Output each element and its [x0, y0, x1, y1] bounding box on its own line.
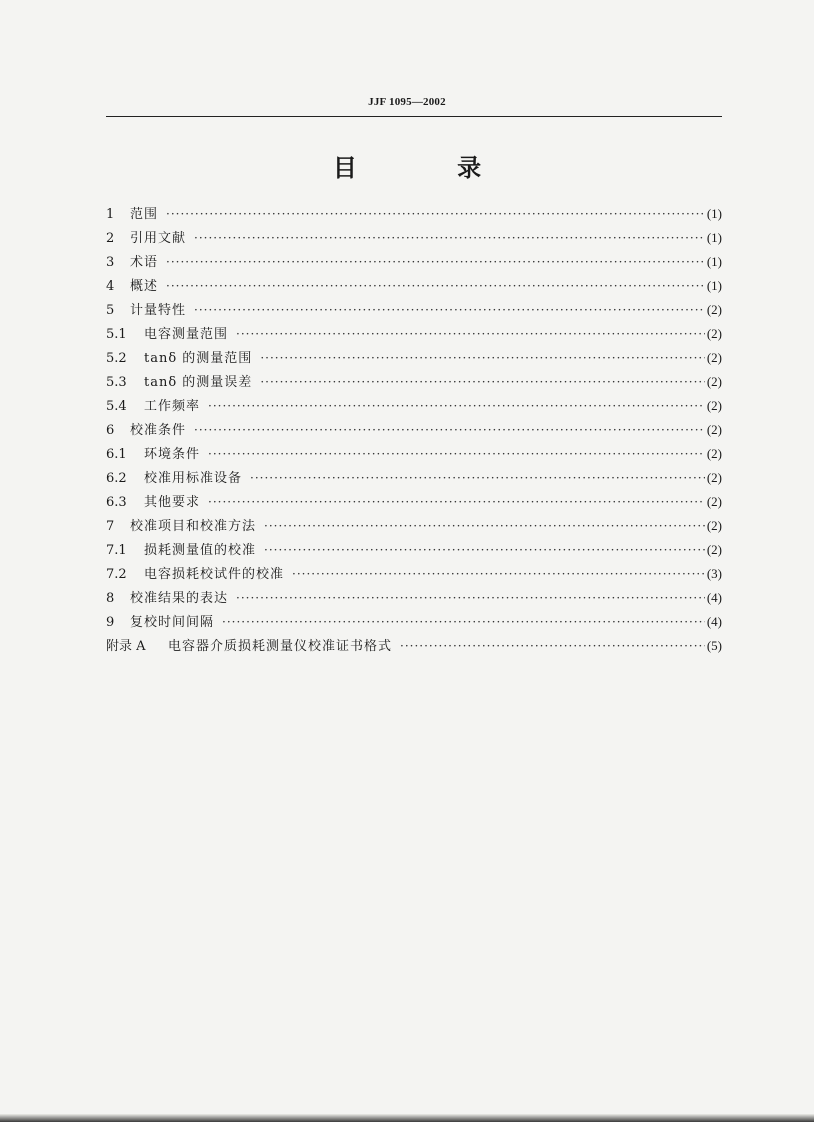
- toc-entry-label: 其他要求: [144, 495, 201, 510]
- toc-entry-page: (1): [706, 254, 722, 269]
- toc-entry-label: 电容测量范围: [144, 327, 229, 342]
- toc-entry-label: 环境条件: [144, 447, 201, 462]
- toc-dot-leader: [292, 562, 705, 586]
- toc-entry[interactable]: [106, 514, 722, 538]
- toc-entry-page: (4): [706, 614, 722, 629]
- toc-entry[interactable]: [106, 466, 722, 490]
- toc-entry[interactable]: [106, 562, 722, 586]
- toc-entry-page: (5): [706, 638, 722, 653]
- toc-entry-label: 校准条件: [130, 423, 187, 438]
- toc-entry[interactable]: [106, 634, 722, 658]
- toc-entry-page: (2): [706, 494, 722, 509]
- toc-dot-leader: [260, 370, 705, 394]
- toc-entry-label: 计量特性: [130, 303, 187, 318]
- toc-dot-leader: [250, 466, 705, 490]
- toc-entry[interactable]: [106, 586, 722, 610]
- toc-dot-leader: [194, 298, 705, 322]
- page-title: 目 录: [332, 154, 528, 182]
- toc-entry-page: (2): [706, 374, 722, 389]
- toc-entry-label: 校准结果的表达: [130, 591, 229, 606]
- toc-entry[interactable]: [106, 274, 722, 298]
- toc-entry-number: 5.4: [106, 399, 127, 414]
- toc-entry-label: 引用文献: [130, 231, 187, 246]
- toc-entry[interactable]: [106, 298, 722, 322]
- toc-entry-number: 5.1: [106, 327, 127, 342]
- toc-entry-label: tanδ 的测量误差: [144, 375, 253, 390]
- toc-entry-number: 4: [106, 279, 115, 294]
- toc-entry-page: (2): [706, 302, 722, 317]
- toc-entry[interactable]: [106, 442, 722, 466]
- toc-entry-number: 5.2: [106, 351, 127, 366]
- toc-entry[interactable]: [106, 322, 722, 346]
- toc-entry[interactable]: [106, 418, 722, 442]
- toc-entry-label: 工作频率: [144, 399, 201, 414]
- table-of-contents: [106, 202, 722, 658]
- toc-entry-number: 6.1: [106, 447, 127, 462]
- toc-dot-leader: [208, 394, 705, 418]
- toc-dot-leader: [166, 274, 705, 298]
- toc-entry-number: 3: [106, 255, 115, 270]
- toc-entry[interactable]: [106, 346, 722, 370]
- toc-entry-number: 8: [106, 591, 115, 606]
- toc-entry-page: (2): [706, 542, 722, 557]
- toc-entry-label: 损耗测量值的校准: [144, 543, 257, 558]
- toc-entry-number: 7.1: [106, 543, 127, 558]
- toc-entry-number: 5.3: [106, 375, 127, 390]
- toc-dot-leader: [194, 418, 705, 442]
- toc-entry-number: 7.2: [106, 567, 127, 582]
- toc-entry[interactable]: [106, 202, 722, 226]
- toc-dot-leader: [166, 250, 705, 274]
- toc-entry[interactable]: [106, 370, 722, 394]
- toc-entry-label: 复校时间间隔: [130, 615, 215, 630]
- toc-entry[interactable]: [106, 538, 722, 562]
- toc-entry-page: (2): [706, 446, 722, 461]
- toc-entry-page: (2): [706, 422, 722, 437]
- toc-entry-page: (2): [706, 398, 722, 413]
- toc-dot-leader: [236, 322, 705, 346]
- toc-dot-leader: [260, 346, 705, 370]
- toc-entry-label: 术语: [130, 255, 159, 270]
- toc-dot-leader: [166, 202, 705, 226]
- toc-entry-label: 校准用标准设备: [144, 471, 243, 486]
- toc-dot-leader: [222, 610, 705, 634]
- toc-entry-number: 2: [106, 231, 115, 246]
- toc-dot-leader: [208, 490, 705, 514]
- toc-entry[interactable]: [106, 394, 722, 418]
- toc-entry[interactable]: [106, 250, 722, 274]
- toc-entry-number: 1: [106, 207, 115, 222]
- toc-entry[interactable]: [106, 610, 722, 634]
- toc-entry-label: 电容器介质损耗测量仪校准证书格式: [168, 639, 393, 654]
- toc-entry-page: (1): [706, 206, 722, 221]
- header-rule: [106, 116, 722, 117]
- toc-entry-label: 概述: [130, 279, 159, 294]
- toc-dot-leader: [264, 514, 705, 538]
- toc-entry-page: (3): [706, 566, 722, 581]
- toc-entry-number: 7: [106, 519, 115, 534]
- toc-entry-page: (2): [706, 350, 722, 365]
- toc-dot-leader: [236, 586, 705, 610]
- toc-entry-number: 附录 A: [106, 639, 146, 654]
- toc-dot-leader: [264, 538, 705, 562]
- page-bottom-edge: [0, 1114, 814, 1122]
- standard-code: JJF 1095—2002: [368, 96, 446, 108]
- toc-entry-number: 9: [106, 615, 115, 630]
- toc-entry-page: (4): [706, 590, 722, 605]
- toc-entry-number: 6.2: [106, 471, 127, 486]
- toc-dot-leader: [400, 634, 705, 658]
- toc-entry-number: 6.3: [106, 495, 127, 510]
- toc-entry-label: 范围: [130, 207, 159, 222]
- toc-dot-leader: [194, 226, 705, 250]
- toc-entry-label: 校准项目和校准方法: [130, 519, 257, 534]
- toc-entry-page: (1): [706, 278, 722, 293]
- toc-entry-page: (2): [706, 518, 722, 533]
- toc-entry[interactable]: [106, 490, 722, 514]
- toc-entry-label: tanδ 的测量范围: [144, 351, 253, 366]
- toc-entry[interactable]: [106, 226, 722, 250]
- toc-entry-number: 5: [106, 303, 115, 318]
- toc-entry-page: (2): [706, 326, 722, 341]
- toc-entry-label: 电容损耗校试件的校准: [144, 567, 285, 582]
- toc-entry-page: (1): [706, 230, 722, 245]
- toc-entry-page: (2): [706, 470, 722, 485]
- toc-dot-leader: [208, 442, 705, 466]
- toc-entry-number: 6: [106, 423, 115, 438]
